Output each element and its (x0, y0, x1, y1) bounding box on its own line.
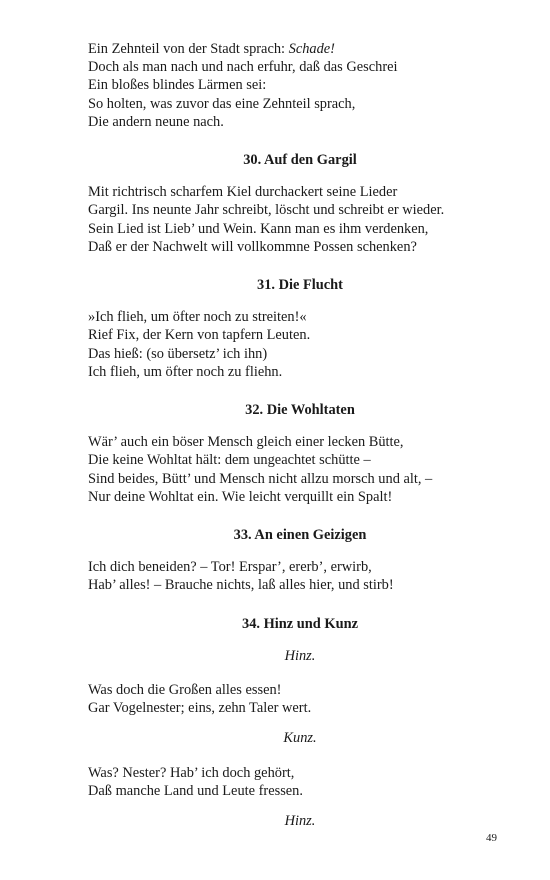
poem-line: Sind beides, Bütt’ und Mensch nicht allzu morsch und alt, – (88, 470, 433, 487)
poem-line: Gar Vogelnester; eins, zehn Taler wert. (88, 700, 312, 717)
poem-line: Was? Nester? Hab’ ich doch gehört, (88, 764, 295, 781)
speaker-label: Kunz. (283, 730, 317, 747)
poem-31 (88, 308, 508, 381)
poem-30 (88, 183, 508, 256)
poem-line: Was doch die Großen alles essen! (88, 682, 282, 699)
poem-line: Mit richtrisch scharfem Kiel durchackert seine Lieder (88, 184, 398, 201)
poem-line: Ich dich beneiden? – Tor! Erspar’, ererb’, erwirb, (88, 559, 372, 576)
speaker-label: Hinz. (284, 647, 316, 664)
poem-line: So holten, was zuvor das eine Zehnteil sprach, (88, 95, 356, 112)
poem-heading-30: 30. Auf den Gargil (243, 152, 357, 169)
poem-line: Gargil. Ins neunte Jahr schreibt, löscht und schreibt er wieder. (88, 202, 445, 219)
poem-line: Daß er der Nachwelt will vollkommne Possen schenken? (88, 238, 417, 255)
poem-line: Nur deine Wohltat ein. Wie leicht verquillt ein Spalt! (88, 488, 393, 505)
poem-line: Sein Lied ist Lieb’ und Wein. Kann man es ihm verdenken, (88, 220, 429, 237)
poem-line: Wär’ auch ein böser Mensch gleich einer lecken Bütte, (88, 434, 404, 451)
poem-33 (88, 558, 508, 594)
poem-29-ending (88, 40, 508, 131)
poem-line: Die andern neune nach. (88, 113, 224, 130)
poem-line: Doch als man nach und nach erfuhr, daß das Geschrei (88, 59, 398, 76)
poem-line: Ein Zehnteil von der Stadt sprach: Schade! (88, 41, 335, 57)
dialogue-block (88, 681, 508, 717)
poem-line: Die keine Wohltat hält: dem ungeachtet schütte – (88, 452, 371, 469)
poem-line: Daß manche Land und Leute fressen. (88, 782, 303, 799)
page-content (88, 40, 508, 846)
poem-line: Ein bloßes blindes Lärmen sei: (88, 77, 267, 94)
poem-heading-34: 34. Hinz und Kunz (242, 615, 358, 632)
poem-line: »Ich flieh, um öfter noch zu streiten!« (88, 309, 307, 326)
speaker-label: Hinz. (284, 813, 316, 830)
page-number: 49 (486, 832, 497, 844)
poem-32 (88, 433, 508, 506)
poem-line: Ich flieh, um öfter noch zu fliehn. (88, 363, 283, 380)
poem-line: Das hieß: (so übersetz’ ich ihn) (88, 345, 268, 362)
dialogue-block (88, 764, 508, 800)
poem-heading-33: 33. An einen Geizigen (233, 527, 367, 544)
poem-heading-31: 31. Die Flucht (257, 277, 343, 294)
poem-line: Hab’ alles! – Brauche nichts, laß alles hier, und stirb! (88, 577, 394, 594)
poem-heading-32: 32. Die Wohltaten (245, 402, 355, 419)
italic-exclamation: Schade! (288, 41, 335, 57)
poem-line: Rief Fix, der Kern von tapfern Leuten. (88, 327, 311, 344)
